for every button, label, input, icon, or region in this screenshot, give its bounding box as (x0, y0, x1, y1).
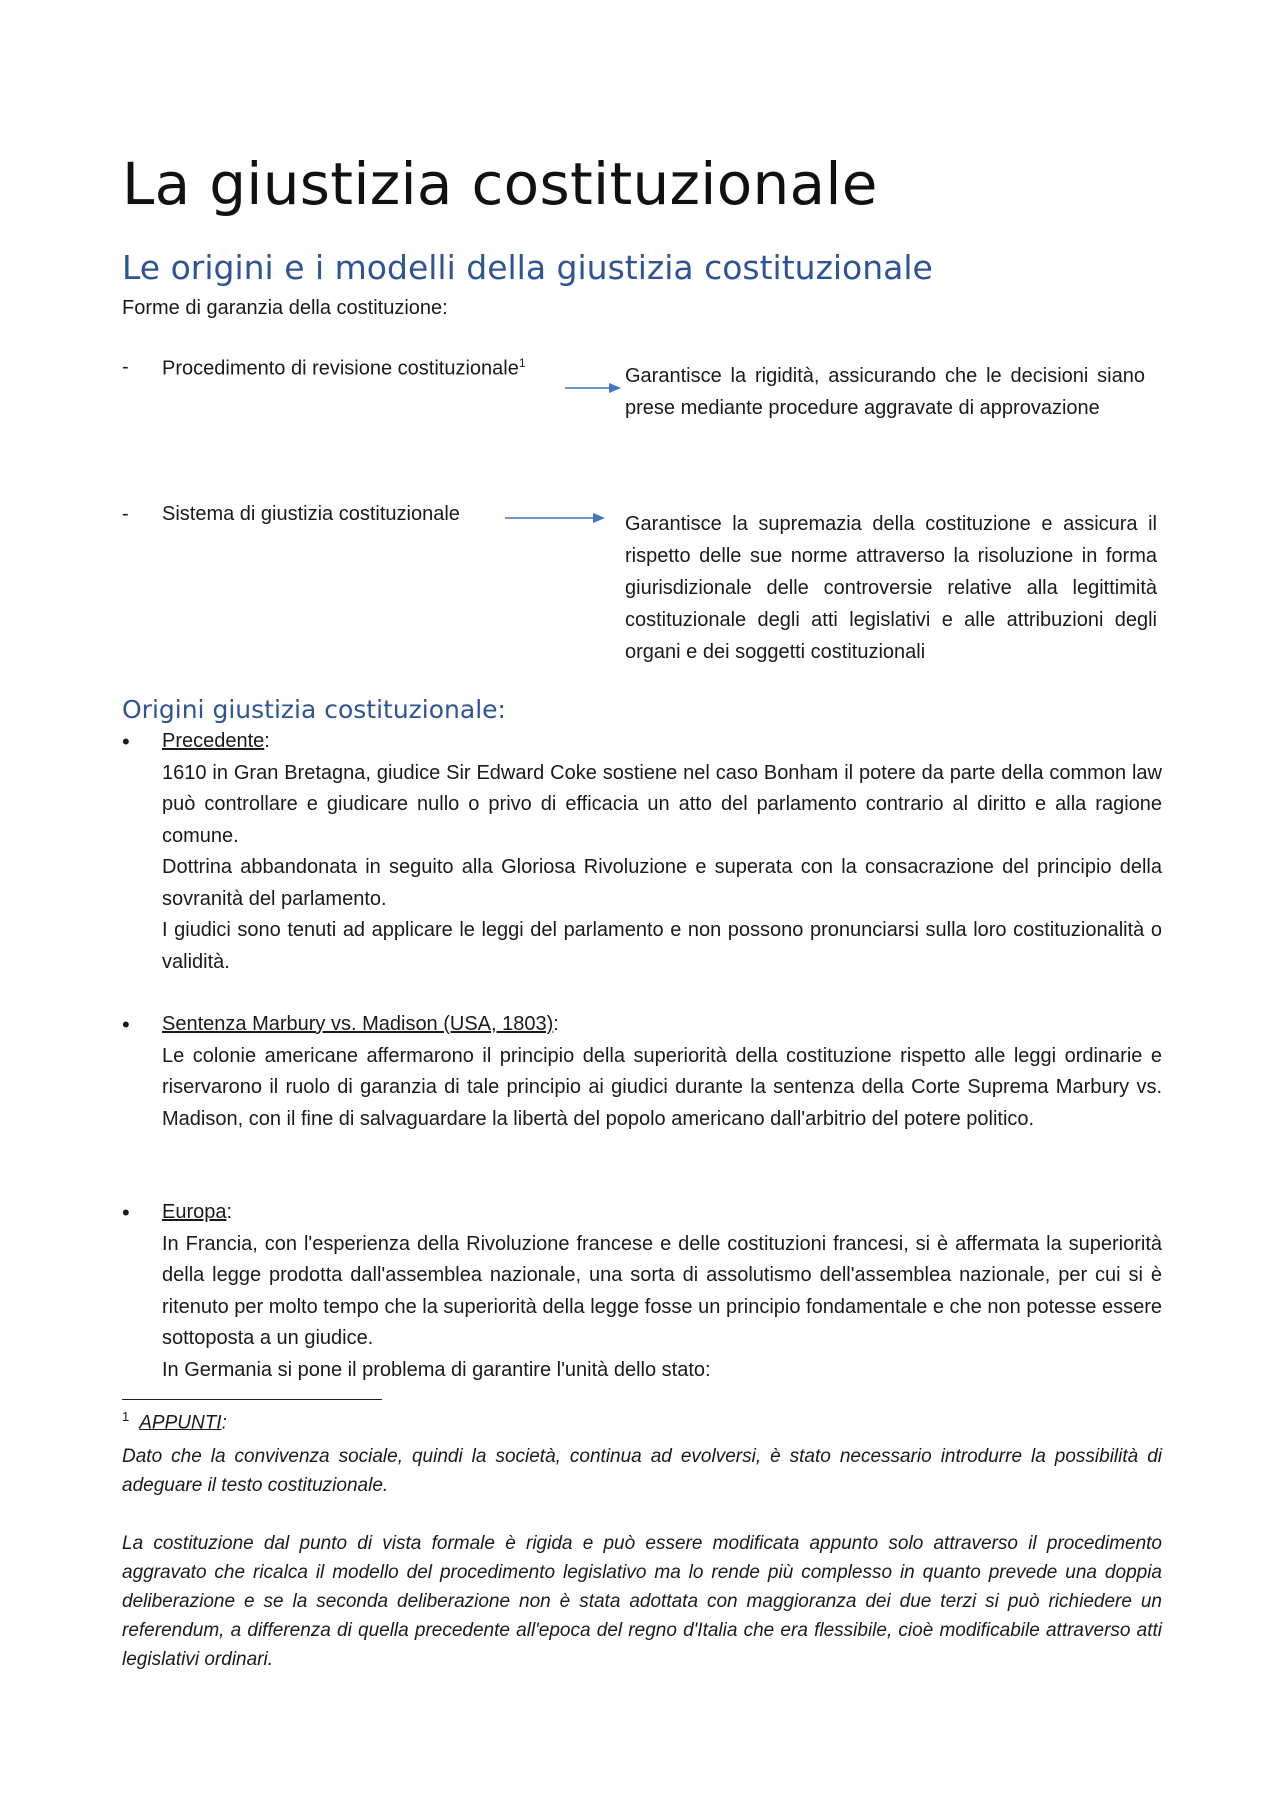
bullet-paragraph: 1610 in Gran Bretagna, giudice Sir Edward Coke sostiene nel caso Bonham il potere da parte della common law può controllare e giudicare nullo o privo di efficacia un atto del parlamento contrario al diritto e alla ragione comune. (162, 761, 1162, 847)
bullet-paragraph: In Germania si pone il problema di garantire l'unità dello stato: (162, 1358, 711, 1381)
bullet-heading: Sentenza Marbury vs. Madison (USA, 1803) (162, 1013, 554, 1035)
bullet-item-precedente (122, 726, 1162, 978)
dash-marker: - (122, 503, 129, 525)
heading-colon: : (226, 1201, 233, 1223)
footnote-separator (122, 1399, 382, 1400)
footnote-body (122, 1442, 1162, 1674)
page-title: La giustizia costituzionale (122, 150, 878, 218)
form-description-justice-system: Garantisce la supremazia della costituzione e assicura il rispetto delle sue norme attraverso la risoluzione in forma giurisdizionale delle controversie relative alla legittimità costituzionale degli atti legislativi e alle attribuzioni degli organi e dei soggetti costituzionali (625, 513, 1157, 663)
bullet-icon: • (122, 1200, 130, 1225)
arrow-right-icon (565, 381, 621, 395)
bullet-item-marbury (122, 1009, 1162, 1135)
heading-colon: : (264, 730, 270, 752)
footnote-paragraph: La costituzione dal punto di vista formale è rigida e può essere modificata appunto solo attraverso il procedimento aggravato che ricalca il modello del procedimento legislativo ma lo rende più complesso in quanto prevede una doppia deliberazione e se la seconda deliberazione non è stata adottata con maggioranza dei due terzi si può richiedere un referendum, a differenza di quella precedente all'epoca del regno d'Italia che era flessibile, cioè modificabile attraverso atti legislativi ordinari. (122, 1533, 1162, 1670)
bullet-icon: • (122, 1012, 130, 1037)
form-label: Procedimento di revisione costituzionale (162, 357, 519, 380)
section-heading: Le origini e i modelli della giustizia costituzionale (122, 248, 933, 287)
footnote-title: APPUNTI (139, 1412, 222, 1434)
dash-marker: - (122, 356, 129, 378)
bullet-item-europa (122, 1197, 1162, 1386)
footnote-heading (122, 1409, 227, 1434)
intro-text: Forme di garanzia della costituzione: (122, 297, 448, 319)
bullet-icon: • (122, 729, 130, 754)
footnote-paragraph: Dato che la convivenza sociale, quindi la società, continua ad evolversi, è stato necessario introdurre la possibilità di adeguare il testo costituzionale. (122, 1446, 1162, 1496)
bullet-heading: Europa (162, 1201, 227, 1223)
bullet-paragraph: I giudici sono tenuti ad applicare le leggi del parlamento e non possono pronunciarsi sulla loro costituzionalità o validità. (162, 919, 1162, 973)
arrow-right-icon (505, 511, 605, 525)
bullet-heading: Precedente (162, 730, 265, 752)
bullet-paragraph: Dottrina abbandonata in seguito alla Gloriosa Rivoluzione e superata con la consacrazione del principio della sovranità del parlamento. (162, 856, 1162, 910)
bullet-paragraph: Le colonie americane affermarono il principio della superiorità della costituzione rispetto alle leggi ordinarie e riservarono il ruolo di garanzia di tale principio ai giudici durante la sentenza della Corte Suprema Marbury vs. Madison, con il fine di salvaguardare la libertà del popolo americano dall'arbitrio del potere politico. (162, 1044, 1162, 1130)
form-description-revision: Garantisce la rigidità, assicurando che le decisioni siano prese mediante procedure aggravate di approvazione (625, 365, 1145, 419)
form-label: Sistema di giustizia costituzionale (162, 503, 460, 525)
footnote-ref[interactable]: 1 (518, 356, 526, 370)
footnote-colon: : (221, 1412, 227, 1434)
origins-heading: Origini giustizia costituzionale: (122, 695, 506, 724)
heading-colon: : (553, 1013, 559, 1035)
footnote-number: 1 (122, 1409, 130, 1424)
bullet-paragraph: In Francia, con l'esperienza della Rivoluzione francese e delle costituzioni francesi, si è affermata la superiorità della legge prodotta dall'assemblea nazionale, una sorta di assolutismo dell'assemblea nazionale, per cui si è ritenuto per molto tempo che la superiorità della legge fosse un principio fondamentale e che non potesse essere sottoposta a un giudice. (162, 1232, 1162, 1349)
